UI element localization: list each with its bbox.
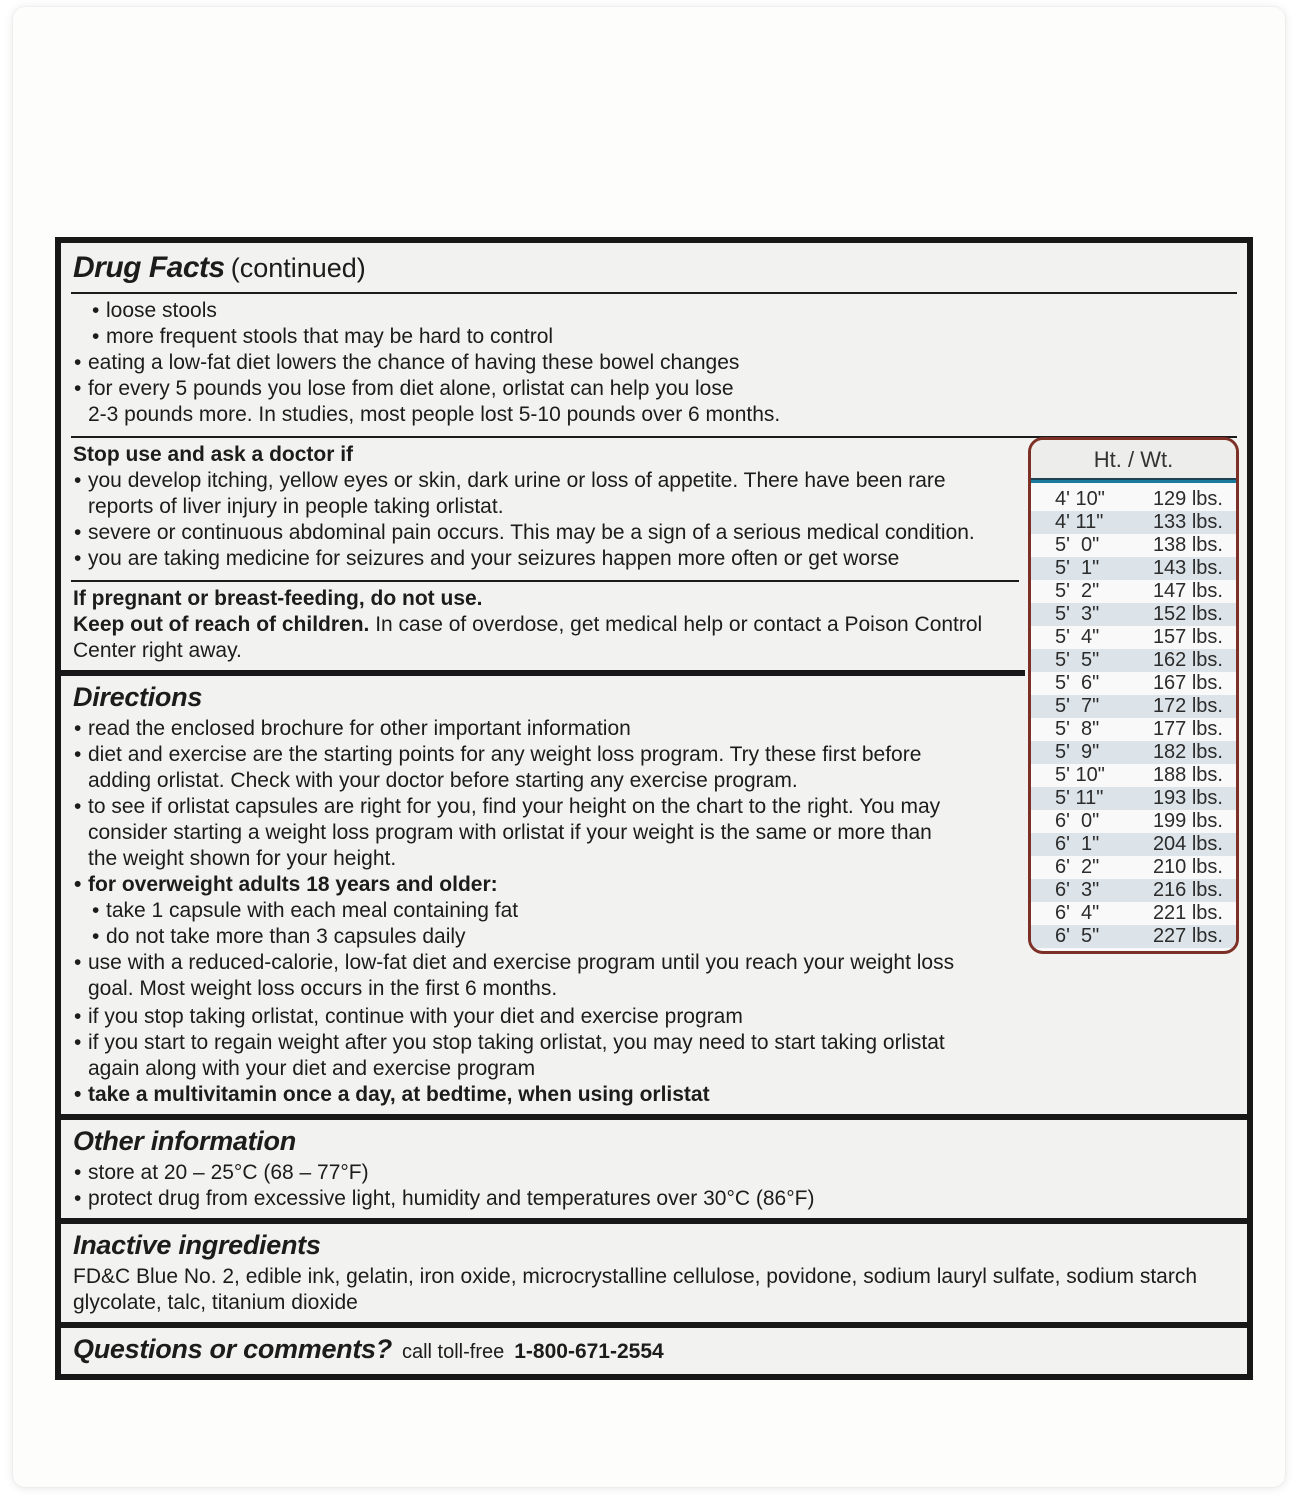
table-row (1031, 534, 1236, 557)
list-item: • take 1 capsule with each meal containing fat (91, 898, 1013, 924)
table-row (1031, 649, 1236, 672)
other-information-section (61, 1120, 1247, 1218)
table-row (1031, 833, 1236, 856)
pregnancy-section (61, 582, 1025, 670)
list-item (73, 742, 1013, 794)
weight-cell: 167 lbs. (1152, 672, 1223, 694)
list-item-line: consider starting a weight loss program with orlistat if your weight is the same or more than (88, 821, 932, 844)
keep-out-rest: In case of overdose, get medical help or contact a Poison Control Center right away. (73, 613, 983, 662)
questions-phone-number: 1-800-671-2554 (514, 1340, 664, 1363)
stop-use-heading: Stop use and ask a doctor if (73, 443, 354, 466)
list-item-line: • for every 5 pounds you lose from diet alone, orlistat can help you lose (88, 377, 734, 400)
warnings-section (61, 294, 1247, 434)
list-item: • loose stools (91, 298, 1235, 324)
list-item (73, 376, 1235, 428)
weight-cell: 129 lbs. (1152, 488, 1223, 510)
height-cell: 6' 4" (1055, 902, 1100, 924)
directions-list (73, 716, 1013, 1002)
list-item: • severe or continuous abdominal pain occurs. This may be a sign of a serious medical condition. (73, 520, 1013, 546)
height-cell: 5' 10" (1055, 764, 1105, 786)
table-row (1031, 902, 1236, 925)
directions-list-continued (73, 1004, 1235, 1108)
list-item: • for overweight adults 18 years and older: (73, 872, 1013, 898)
table-row (1031, 764, 1236, 787)
height-weight-table-rows (1031, 483, 1236, 951)
table-row (1031, 557, 1236, 580)
list-item-line: • you develop itching, yellow eyes or skin, dark urine or loss of appetite. There have been rare (88, 469, 946, 492)
table-row (1031, 925, 1236, 948)
table-row (1031, 718, 1236, 741)
list-item: • if you stop taking orlistat, continue with your diet and exercise program (73, 1004, 1235, 1030)
weight-cell: 210 lbs. (1152, 856, 1223, 878)
label-card (13, 7, 1285, 1487)
inactive-ingredients-section (61, 1224, 1247, 1322)
warnings-list (73, 298, 1235, 428)
height-cell: 6' 5" (1055, 925, 1100, 947)
questions-section (61, 1328, 1247, 1374)
table-row (1031, 741, 1236, 764)
list-item-line: again along with your diet and exercise program (88, 1057, 536, 1080)
weight-cell: 216 lbs. (1152, 879, 1223, 901)
height-cell: 5' 4" (1055, 626, 1100, 648)
weight-cell: 147 lbs. (1152, 580, 1223, 602)
weight-cell: 182 lbs. (1152, 741, 1223, 763)
height-cell: 4' 10" (1055, 488, 1105, 510)
list-item: • more frequent stools that may be hard to control (91, 324, 1235, 350)
table-row (1031, 787, 1236, 810)
keep-out-bold: Keep out of reach of children. (73, 613, 370, 636)
keep-out-of-reach (73, 612, 1013, 664)
list-item-line: the weight shown for your height. (88, 847, 397, 870)
weight-cell: 188 lbs. (1152, 764, 1223, 786)
list-item (73, 468, 1013, 520)
drug-facts-continued: (continued) (230, 253, 366, 283)
list-item-line: • to see if orlistat capsules are right for you, find your height on the chart to the right. You may (88, 795, 941, 818)
weight-cell: 138 lbs. (1152, 534, 1223, 556)
inactive-ingredients-body: FD&C Blue No. 2, edible ink, gelatin, iron oxide, microcrystalline cellulose, povidone, sodium lauryl sulfate, sodium starch glycolate, talc, titanium dioxide (73, 1265, 1198, 1314)
weight-cell: 143 lbs. (1152, 557, 1223, 579)
height-cell: 4' 11" (1055, 511, 1104, 533)
list-item-line: • if you start to regain weight after you stop taking orlistat, you may need to start taking orlistat (88, 1031, 945, 1054)
height-cell: 6' 0" (1055, 810, 1100, 832)
list-item: • eating a low-fat diet lowers the chance of having these bowel changes (73, 350, 1235, 376)
directions-heading: Directions (73, 682, 203, 712)
height-cell: 6' 1" (1055, 833, 1100, 855)
height-cell: 5' 7" (1055, 695, 1100, 717)
table-row (1031, 695, 1236, 718)
questions-call-text: call toll-free (401, 1341, 505, 1363)
list-item: • you are taking medicine for seizures and your seizures happen more often or get worse (73, 546, 1013, 572)
table-row (1031, 672, 1236, 695)
height-cell: 5' 2" (1055, 580, 1100, 602)
list-item-line: goal. Most weight loss occurs in the first 6 months. (88, 977, 558, 1000)
height-cell: 5' 9" (1055, 741, 1100, 763)
list-item: • store at 20 – 25°C (68 – 77°F) (73, 1160, 1235, 1186)
weight-cell: 152 lbs. (1152, 603, 1223, 625)
weight-cell: 177 lbs. (1152, 718, 1223, 740)
height-cell: 5' 5" (1055, 649, 1100, 671)
directions-section (61, 676, 1025, 1004)
weight-cell: 221 lbs. (1152, 902, 1223, 924)
weight-cell: 157 lbs. (1152, 626, 1223, 648)
height-cell: 5' 8" (1055, 718, 1100, 740)
height-cell: 6' 3" (1055, 879, 1100, 901)
list-item (73, 950, 1013, 1002)
list-item-line: • diet and exercise are the starting points for any weight loss program. Try these first before (88, 743, 922, 766)
pregnancy-warning: If pregnant or breast-feeding, do not use. (73, 587, 483, 610)
height-cell: 5' 0" (1055, 534, 1100, 556)
other-information-heading: Other information (73, 1126, 296, 1156)
list-item: • protect drug from excessive light, humidity and temperatures over 30°C (86°F) (73, 1186, 1235, 1212)
list-item: • take a multivitamin once a day, at bedtime, when using orlistat (73, 1082, 1235, 1108)
directions-section-continued (61, 1004, 1247, 1114)
list-item: • read the enclosed brochure for other important information (73, 716, 1013, 742)
list-item (73, 794, 1013, 872)
weight-cell: 133 lbs. (1152, 511, 1223, 533)
height-cell: 5' 3" (1055, 603, 1100, 625)
other-information-list (73, 1160, 1235, 1212)
drug-facts-panel (55, 237, 1253, 1380)
table-row (1031, 511, 1236, 534)
inactive-ingredients-heading: Inactive ingredients (73, 1230, 321, 1260)
weight-cell: 193 lbs. (1152, 787, 1223, 809)
weight-cell: 172 lbs. (1152, 695, 1223, 717)
drug-facts-title: Drug Facts (73, 251, 225, 284)
height-weight-table (1028, 437, 1239, 954)
table-row (1031, 626, 1236, 649)
height-cell: 5' 1" (1055, 557, 1100, 579)
list-item-line: • use with a reduced-calorie, low-fat diet and exercise program until you reach your weight loss (88, 951, 955, 974)
list-item: • do not take more than 3 capsules daily (91, 924, 1013, 950)
table-row (1031, 810, 1236, 833)
list-item-line: 2-3 pounds more. In studies, most people lost 5-10 pounds over 6 months. (88, 403, 781, 426)
weight-cell: 227 lbs. (1152, 925, 1223, 947)
table-row (1031, 603, 1236, 626)
table-row (1031, 879, 1236, 902)
table-row (1031, 856, 1236, 879)
list-item-line: adding orlistat. Check with your doctor before starting any exercise program. (88, 769, 798, 792)
height-cell: 5' 6" (1055, 672, 1100, 694)
weight-cell: 204 lbs. (1152, 833, 1223, 855)
weight-cell: 162 lbs. (1152, 649, 1223, 671)
height-cell: 5' 11" (1055, 787, 1104, 809)
height-weight-table-header: Ht. / Wt. (1031, 440, 1236, 478)
list-item (73, 1030, 1235, 1082)
table-row (1031, 580, 1236, 603)
list-item-line: reports of liver injury in people taking orlistat. (88, 495, 504, 518)
stop-use-list (73, 468, 1013, 572)
weight-cell: 199 lbs. (1152, 810, 1223, 832)
height-cell: 6' 2" (1055, 856, 1100, 878)
drug-facts-header (61, 243, 1247, 290)
questions-heading: Questions or comments? (73, 1334, 392, 1364)
table-row (1031, 488, 1236, 511)
stop-use-section (61, 438, 1025, 578)
